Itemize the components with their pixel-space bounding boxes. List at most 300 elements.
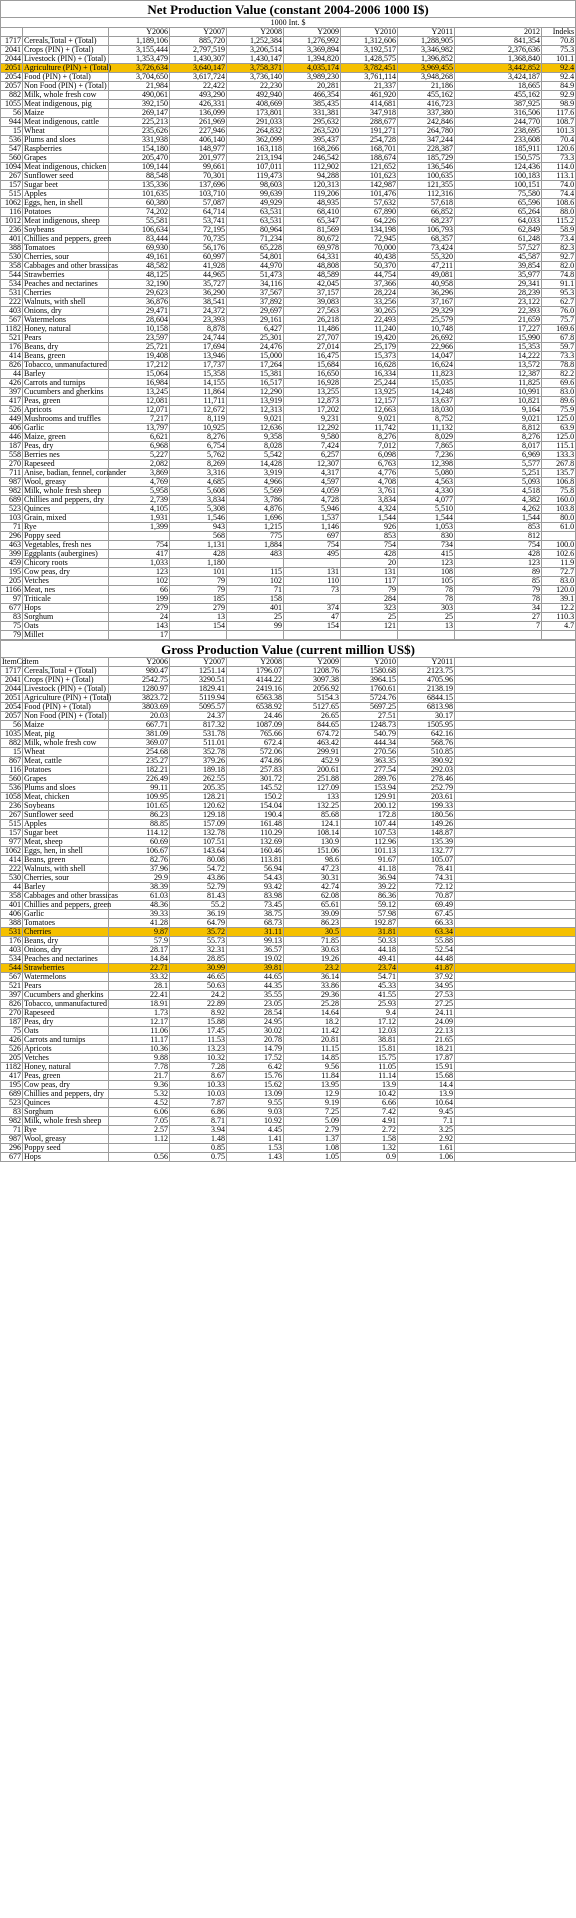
- value-cell: 13.9: [341, 1081, 398, 1090]
- table-row: [1, 388, 576, 397]
- value-cell: 163,118: [227, 145, 284, 154]
- value-cell: 107.53: [341, 829, 398, 838]
- value-cell: 331,938: [109, 136, 170, 145]
- table-row: [1, 766, 576, 775]
- value-cell: 49,161: [109, 253, 170, 262]
- value-cell: 25.93: [341, 1000, 398, 1009]
- table-row: [1, 370, 576, 379]
- value-cell: 1,353,479: [109, 55, 170, 64]
- value-cell: 5.32: [109, 1090, 170, 1099]
- value-cell: 38.75: [227, 910, 284, 919]
- value-cell: 3,919: [227, 469, 284, 478]
- table-row: [1, 289, 576, 298]
- item-code-cell: 2057: [1, 82, 23, 91]
- value-cell: 107.44: [341, 820, 398, 829]
- value-cell: 27.51: [341, 712, 398, 721]
- value-cell: 5,577: [455, 460, 542, 469]
- value-cell: 99,639: [227, 190, 284, 199]
- item-name-cell: Grain, mixed: [23, 514, 109, 523]
- table-row: [1, 838, 576, 847]
- item-name-cell: Watermelons: [23, 973, 109, 982]
- value-cell: 363.35: [341, 757, 398, 766]
- value-cell: 6.06: [109, 1108, 170, 1117]
- item-name-cell: Chillies and peppers, dry: [23, 1090, 109, 1099]
- value-cell: 3,442,852: [455, 64, 542, 73]
- value-cell: 64,226: [341, 217, 398, 226]
- value-cell: 352.78: [170, 748, 227, 757]
- item-name-cell: Sorghum: [23, 613, 109, 622]
- value-cell: 15.62: [227, 1081, 284, 1090]
- value-cell: 100.0: [542, 541, 576, 550]
- value-cell: 5,569: [227, 487, 284, 496]
- value-cell: 15,000: [227, 352, 284, 361]
- item-name-cell: Rye: [23, 523, 109, 532]
- value-cell: 4,728: [284, 496, 341, 505]
- value-cell: 5,958: [109, 487, 170, 496]
- item-code-cell: 358: [1, 262, 23, 271]
- value-cell: 11,864: [170, 388, 227, 397]
- column-header: Y2011: [398, 658, 455, 667]
- value-cell: 15,358: [170, 370, 227, 379]
- value-cell: 2,082: [109, 460, 170, 469]
- value-cell: 18.2: [284, 1018, 341, 1027]
- item-name-cell: Livestock (PIN) + (Total): [23, 55, 109, 64]
- value-cell: 13.95: [284, 1081, 341, 1090]
- value-cell: 81.43: [170, 892, 227, 901]
- empty-cell: [455, 874, 576, 883]
- item-name-cell: Carrots and turnips: [23, 1036, 109, 1045]
- value-cell: 106,793: [398, 226, 455, 235]
- value-cell: 73,424: [398, 244, 455, 253]
- item-name-cell: Cherries, sour: [23, 253, 109, 262]
- value-cell: 11,240: [341, 325, 398, 334]
- value-cell: 2,797,519: [170, 46, 227, 55]
- value-cell: 33.32: [109, 973, 170, 982]
- value-cell: 36.57: [227, 946, 284, 955]
- value-cell: 129.18: [170, 811, 227, 820]
- value-cell: 291,033: [227, 118, 284, 127]
- item-code-cell: 1717: [1, 37, 23, 46]
- value-cell: 78.41: [398, 865, 455, 874]
- value-cell: 14,155: [170, 379, 227, 388]
- value-cell: 36,296: [398, 289, 455, 298]
- item-code-cell: 523: [1, 1099, 23, 1108]
- column-header: Y2007: [170, 658, 227, 667]
- value-cell: 23,393: [170, 316, 227, 325]
- item-code-cell: 2051: [1, 694, 23, 703]
- item-code-cell: 205: [1, 1054, 23, 1063]
- value-cell: 9,231: [284, 415, 341, 424]
- value-cell: 2056.92: [284, 685, 341, 694]
- value-cell: 13: [398, 622, 455, 631]
- value-cell: 49,929: [227, 199, 284, 208]
- column-header: Y2008: [227, 658, 284, 667]
- value-cell: 199: [109, 595, 170, 604]
- value-cell: 25: [398, 613, 455, 622]
- empty-cell: [455, 1117, 576, 1126]
- table-row: [1, 451, 576, 460]
- column-header: Y2010: [341, 28, 398, 37]
- value-cell: 1760.61: [341, 685, 398, 694]
- value-cell: 93.42: [227, 883, 284, 892]
- value-cell: 3,369,894: [284, 46, 341, 55]
- value-cell: 3,834: [341, 496, 398, 505]
- value-cell: 169.6: [542, 325, 576, 334]
- item-name-cell: Wool, greasy: [23, 1135, 109, 1144]
- value-cell: 235.27: [109, 757, 170, 766]
- item-name-cell: Chillies and peppers, green: [24, 234, 112, 243]
- value-cell: 160.46: [227, 847, 284, 856]
- empty-cell: [455, 748, 576, 757]
- value-cell: 29,341: [455, 280, 542, 289]
- value-cell: 10,991: [455, 388, 542, 397]
- value-cell: 201,977: [170, 154, 227, 163]
- value-cell: 1,312,606: [341, 37, 398, 46]
- value-cell: 39,854: [455, 262, 542, 271]
- value-cell: 135.7: [542, 469, 576, 478]
- value-cell: 10,821: [455, 397, 542, 406]
- item-name-cell: Apples: [23, 190, 109, 199]
- value-cell: 13,797: [109, 424, 170, 433]
- item-code-cell: 547: [1, 145, 23, 154]
- value-cell: 44,965: [170, 271, 227, 280]
- value-cell: 148,977: [170, 145, 227, 154]
- value-cell: 1,537: [284, 514, 341, 523]
- value-cell: 57,527: [455, 244, 542, 253]
- value-cell: 4.91: [341, 1117, 398, 1126]
- value-cell: 1,276,992: [284, 37, 341, 46]
- value-cell: 1248.73: [341, 721, 398, 730]
- value-cell: 69,978: [284, 244, 341, 253]
- value-cell: 85.68: [284, 811, 341, 820]
- value-cell: 180.56: [398, 811, 455, 820]
- value-cell: 120.0: [542, 586, 576, 595]
- item-name-cell: Crops (PIN) + (Total): [23, 676, 109, 685]
- value-cell: 11,742: [341, 424, 398, 433]
- table-row: [1, 397, 576, 406]
- value-cell: 7.28: [170, 1063, 227, 1072]
- item-code-cell: 826: [1, 1000, 23, 1009]
- value-cell: 13,255: [284, 388, 341, 397]
- item-code-cell: 75: [1, 622, 23, 631]
- empty-cell: [455, 973, 576, 982]
- value-cell: 58.9: [542, 226, 576, 235]
- value-cell: 68,237: [398, 217, 455, 226]
- item-name-cell: Meat, cattle: [23, 757, 109, 766]
- value-cell: 812: [455, 532, 542, 541]
- value-cell: 68,410: [284, 208, 341, 217]
- item-code-cell: 56: [1, 721, 23, 730]
- table-row: [1, 712, 576, 721]
- value-cell: 289.76: [341, 775, 398, 784]
- value-cell: 28.17: [109, 946, 170, 955]
- empty-cell: [455, 694, 576, 703]
- value-cell: 82.3: [542, 244, 576, 253]
- value-cell: 263,520: [284, 127, 341, 136]
- value-cell: 493,290: [170, 91, 227, 100]
- value-cell: 48,808: [284, 262, 341, 271]
- table-row: [1, 199, 576, 208]
- column-header: Y2006: [109, 658, 170, 667]
- value-cell: 113.81: [227, 856, 284, 865]
- value-cell: 14.79: [227, 1045, 284, 1054]
- value-cell: 5095.57: [170, 703, 227, 712]
- empty-cell: [455, 766, 576, 775]
- value-cell: 18,665: [455, 82, 542, 91]
- value-cell: 4.45: [227, 1126, 284, 1135]
- value-cell: 17.52: [227, 1054, 284, 1063]
- value-cell: 39.22: [341, 883, 398, 892]
- value-cell: 2419.16: [227, 685, 284, 694]
- value-cell: 70.8: [542, 37, 576, 46]
- value-cell: 401: [227, 604, 284, 613]
- value-cell: 228,387: [398, 145, 455, 154]
- value-cell: 2.72: [341, 1126, 398, 1135]
- value-cell: 150,575: [455, 154, 542, 163]
- empty-cell: [455, 676, 576, 685]
- table-row: [1, 802, 576, 811]
- table-row: [1, 163, 576, 172]
- value-cell: 99.11: [109, 784, 170, 793]
- value-cell: 34.95: [398, 982, 455, 991]
- item-name-cell: Raspberries: [23, 145, 109, 154]
- value-cell: 115: [227, 568, 284, 577]
- value-cell: 99.13: [227, 937, 284, 946]
- value-cell: 14.85: [284, 1054, 341, 1063]
- item-code-cell: 1058: [1, 793, 23, 802]
- value-cell: 74.4: [542, 190, 576, 199]
- item-name-cell: Meat indigenous, cattle: [23, 118, 109, 127]
- value-cell: 6.42: [227, 1063, 284, 1072]
- value-cell: 133.3: [542, 451, 576, 460]
- value-cell: 1.05: [284, 1153, 341, 1162]
- value-cell: 3,761,114: [341, 73, 398, 82]
- value-cell: 4,262: [455, 505, 542, 514]
- item-code-cell: 157: [1, 181, 23, 190]
- value-cell: 21.7: [109, 1072, 170, 1081]
- item-code-cell: 187: [1, 1018, 23, 1027]
- value-cell: 27.25: [398, 1000, 455, 1009]
- value-cell: 110.3: [542, 613, 576, 622]
- value-cell: 5,093: [455, 478, 542, 487]
- item-name-cell: Rye: [23, 1126, 109, 1135]
- table-row: [1, 1117, 576, 1126]
- value-cell: 11.42: [284, 1027, 341, 1036]
- item-name-cell: Tomatoes: [23, 244, 109, 253]
- value-cell: 8,028: [227, 442, 284, 451]
- item-code-cell: 534: [1, 280, 23, 289]
- value-cell: 94,288: [284, 172, 341, 181]
- item-code-cell: 388: [1, 919, 23, 928]
- item-code-cell: 560: [1, 154, 23, 163]
- value-cell: 1,884: [227, 541, 284, 550]
- item-name-cell: Food (PIN) + (Total): [23, 703, 109, 712]
- value-cell: 50.33: [341, 937, 398, 946]
- value-cell: 10.64: [398, 1099, 455, 1108]
- table-row: [1, 325, 576, 334]
- value-cell: 112.96: [341, 838, 398, 847]
- value-cell: 29.9: [109, 874, 170, 883]
- value-cell: 125.0: [542, 415, 576, 424]
- value-cell: 27,707: [284, 334, 341, 343]
- value-cell: 153.94: [341, 784, 398, 793]
- item-name-cell: Anise, badian, fennel, coriander: [24, 468, 127, 477]
- value-cell: 279: [109, 604, 170, 613]
- value-cell: 3,316: [170, 469, 227, 478]
- value-cell: 3,782,451: [341, 64, 398, 73]
- value-cell: 5724.76: [341, 694, 398, 703]
- value-cell: 32,190: [109, 280, 170, 289]
- value-cell: 61,248: [455, 235, 542, 244]
- table-row: [1, 1153, 576, 1162]
- table-row: [1, 1036, 576, 1045]
- value-cell: 1505.95: [398, 721, 455, 730]
- value-cell: 74.31: [398, 874, 455, 883]
- table-row: [1, 262, 576, 271]
- value-cell: 3290.51: [170, 676, 227, 685]
- value-cell: 47: [284, 613, 341, 622]
- item-code-cell: 1055: [1, 100, 23, 109]
- value-cell: 667.71: [109, 721, 170, 730]
- gross-production-title: Gross Production Value (current million US$): [1, 641, 576, 658]
- empty-cell: [455, 721, 576, 730]
- value-cell: 10.36: [109, 1045, 170, 1054]
- value-cell: 8.92: [170, 1009, 227, 1018]
- item-name-cell: Cherries, sour: [23, 874, 109, 883]
- value-cell: 428: [455, 550, 542, 559]
- value-cell: 6,763: [341, 460, 398, 469]
- value-cell: 11,825: [455, 379, 542, 388]
- value-cell: 490,061: [109, 91, 170, 100]
- value-cell: 3.94: [170, 1126, 227, 1135]
- value-cell: [170, 631, 227, 640]
- item-name-cell: Rapeseed: [23, 460, 109, 469]
- value-cell: 15.76: [227, 1072, 284, 1081]
- value-cell: 1796.07: [227, 667, 284, 676]
- value-cell: 79: [455, 586, 542, 595]
- item-name-cell: Cow peas, dry: [23, 568, 109, 577]
- value-cell: 24.37: [170, 712, 227, 721]
- empty-cell: [455, 802, 576, 811]
- item-code-cell: 187: [1, 442, 23, 451]
- table-row: [1, 910, 576, 919]
- value-cell: 65,228: [227, 244, 284, 253]
- value-cell: 8,276: [455, 433, 542, 442]
- item-name-cell: Hops: [23, 604, 109, 613]
- value-cell: 29,623: [109, 289, 170, 298]
- item-code-cell: 1166: [1, 586, 23, 595]
- value-cell: 48,935: [284, 199, 341, 208]
- table-row: [1, 343, 576, 352]
- item-code-cell: 689: [1, 496, 23, 505]
- value-cell: 39.1: [542, 595, 576, 604]
- value-cell: 185: [170, 595, 227, 604]
- value-cell: 16,334: [341, 370, 398, 379]
- empty-cell: [455, 955, 576, 964]
- value-cell: 16,928: [284, 379, 341, 388]
- value-cell: 387,925: [455, 100, 542, 109]
- value-cell: 89.6: [542, 397, 576, 406]
- value-cell: 5,542: [227, 451, 284, 460]
- value-cell: 426,331: [170, 100, 227, 109]
- item-code-cell: 401: [1, 235, 23, 244]
- item-name-cell: Meat, pig: [23, 730, 109, 739]
- value-cell: 108.6: [542, 199, 576, 208]
- value-cell: 12.17: [109, 1018, 170, 1027]
- value-cell: 30.17: [398, 712, 455, 721]
- value-cell: 1,544: [398, 514, 455, 523]
- value-cell: 8,276: [170, 433, 227, 442]
- item-code-cell: 44: [1, 370, 23, 379]
- value-cell: 107,011: [227, 163, 284, 172]
- value-cell: 5,080: [398, 469, 455, 478]
- value-cell: 3,206,514: [227, 46, 284, 55]
- value-cell: 99: [227, 622, 284, 631]
- value-cell: 8,276: [341, 433, 398, 442]
- value-cell: 428: [170, 550, 227, 559]
- value-cell: 101.65: [109, 802, 170, 811]
- value-cell: 44,970: [227, 262, 284, 271]
- value-cell: 3823.72: [109, 694, 170, 703]
- value-cell: 3,761: [341, 487, 398, 496]
- value-cell: 4,518: [455, 487, 542, 496]
- value-cell: 1,189,106: [109, 37, 170, 46]
- value-cell: 7,424: [284, 442, 341, 451]
- item-code-cell: 711: [1, 469, 23, 478]
- value-cell: 9.4: [341, 1009, 398, 1018]
- value-cell: 754: [341, 541, 398, 550]
- column-header: ItemCo: [2, 657, 26, 666]
- value-cell: 9.19: [284, 1099, 341, 1108]
- table-row: [1, 874, 576, 883]
- item-name-cell: Watermelons: [23, 316, 109, 325]
- value-cell: 455,162: [455, 91, 542, 100]
- value-cell: 135.39: [398, 838, 455, 847]
- value-cell: 17.12: [341, 1018, 398, 1027]
- value-cell: 5,308: [170, 505, 227, 514]
- value-cell: 73.3: [542, 154, 576, 163]
- item-code-cell: 103: [1, 514, 23, 523]
- item-name-cell: Non Food (PIN) + (Total): [24, 81, 107, 90]
- empty-cell: [455, 793, 576, 802]
- table-row: [1, 334, 576, 343]
- value-cell: 3,424,187: [455, 73, 542, 82]
- value-cell: 12,307: [284, 460, 341, 469]
- value-cell: 71,234: [227, 235, 284, 244]
- value-cell: 86.23: [109, 811, 170, 820]
- value-cell: 213,194: [227, 154, 284, 163]
- value-cell: 1.41: [227, 1135, 284, 1144]
- table-row: [1, 937, 576, 946]
- value-cell: 1,215: [227, 523, 284, 532]
- value-cell: 20.03: [109, 712, 170, 721]
- item-name-cell: Oats: [23, 1027, 109, 1036]
- value-cell: 11,711: [170, 397, 227, 406]
- table-row: [1, 172, 576, 181]
- value-cell: 9,358: [227, 433, 284, 442]
- item-name-cell: Milk, whole fresh sheep: [23, 487, 109, 496]
- value-cell: 26.65: [284, 712, 341, 721]
- value-cell: 10,925: [170, 424, 227, 433]
- table-row: [1, 1135, 576, 1144]
- value-cell: 6,754: [170, 442, 227, 451]
- value-cell: 11.15: [284, 1045, 341, 1054]
- value-cell: 117: [341, 577, 398, 586]
- value-cell: 25,721: [109, 343, 170, 352]
- value-cell: 5,227: [109, 451, 170, 460]
- value-cell: 78: [398, 586, 455, 595]
- value-cell: 37,567: [227, 289, 284, 298]
